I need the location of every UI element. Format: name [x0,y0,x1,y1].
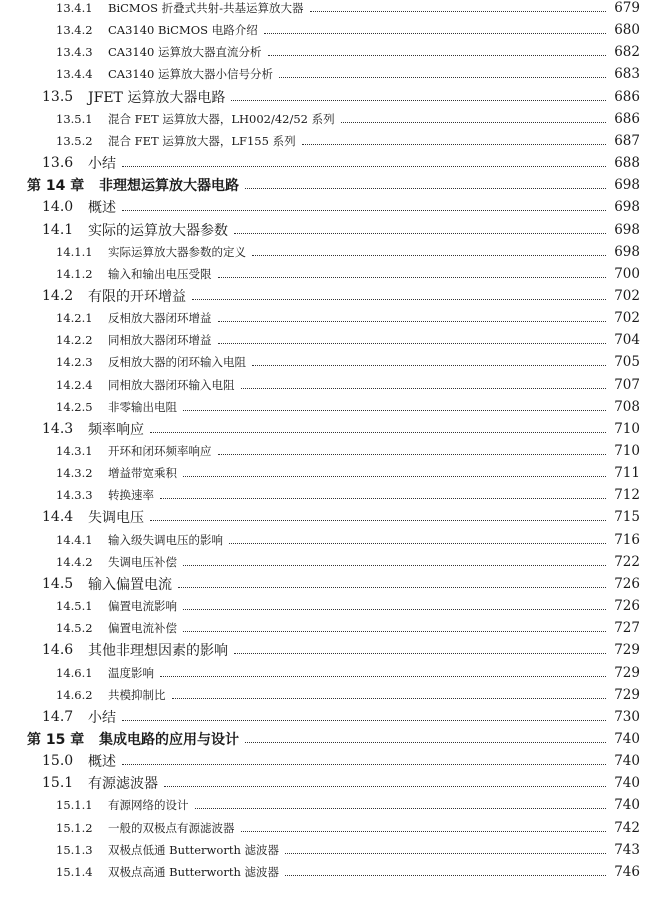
dot-leader [268,55,606,56]
toc-entry-number: 13.5.2 [56,134,93,148]
toc-entry-title: 实际运算放大器参数的定义 [108,245,246,259]
toc-entry-title: 混合 FET 运算放大器，LF155 系列 [108,134,296,148]
toc-entry-subsection [0,41,650,63]
dot-leader [183,410,606,411]
toc-entry-title: 一般的双极点有源滤波器 [108,821,235,835]
toc-entry-subsection [0,329,650,351]
toc-entry-title: 有源滤波器 [88,776,158,792]
toc-entry-number: 13.5 [42,89,74,105]
toc-entry-title: 失调电压补偿 [108,555,177,569]
toc-entry-number: 14.6 [42,642,74,658]
toc-entry-title: 共模抑制比 [108,688,166,702]
toc-entry-number: 13.6 [42,155,74,171]
toc-entry-page-number: 710 [614,421,640,437]
toc-entry-number: 15.1.4 [56,865,93,879]
toc-entry-number: 14.2.3 [56,355,93,369]
toc-entry-page-number: 682 [614,44,640,60]
dot-leader [122,166,606,167]
dot-leader [172,698,607,699]
toc-entry-subsection [0,0,650,19]
toc-entry-section [0,86,650,108]
toc-entry-page-number: 702 [614,288,640,304]
dot-leader [245,742,606,743]
dot-leader [218,277,607,278]
toc-entry-title: 概述 [88,200,116,216]
toc-entry-page-number: 729 [614,642,640,658]
toc-entry-title: 混合 FET 运算放大器，LH002/42/52 系列 [108,112,335,126]
toc-entry-subsection [0,351,650,373]
toc-entry-subsection [0,794,650,816]
toc-entry-page-number: 705 [614,354,640,370]
toc-entry-number: 14.6.2 [56,688,93,702]
toc-entry-number: 14.5.2 [56,621,93,635]
toc-entry-number: 第 14 章 [27,178,85,194]
dot-leader [195,808,607,809]
toc-entry-page-number: 707 [614,377,640,393]
toc-entry-subsection [0,130,650,152]
toc-entry-page-number: 698 [614,199,640,215]
toc-entry-title: 增益带宽乘积 [108,466,177,480]
toc-entry-number: 13.4.4 [56,67,93,81]
toc-entry-number: 14.3.3 [56,488,93,502]
toc-entry-page-number: 740 [614,731,640,747]
toc-entry-title: JFET 运算放大器电路 [88,90,226,106]
dot-leader [241,831,607,832]
toc-entry-title: CA3140 BiCMOS 电路介绍 [108,23,258,37]
dot-leader [150,432,606,433]
dot-leader [234,233,606,234]
toc-entry-subsection [0,839,650,861]
toc-entry-title: 偏置电流影响 [108,599,177,613]
toc-entry-title: 同相放大器闭环增益 [108,333,212,347]
toc-entry-title: 输入偏置电流 [88,577,172,593]
toc-entry-title: CA3140 运算放大器小信号分析 [108,67,274,81]
toc-entry-title: 概述 [88,754,116,770]
toc-entry-number: 14.3.2 [56,466,93,480]
toc-entry-subsection [0,307,650,329]
toc-entry-page-number: 698 [614,244,640,260]
dot-leader [122,720,606,721]
toc-entry-title: 小结 [88,710,116,726]
toc-entry-section [0,750,650,772]
toc-entry-subsection [0,241,650,263]
toc-entry-title: 双极点低通 Butterworth 滤波器 [108,843,280,857]
toc-entry-page-number: 740 [614,753,640,769]
toc-entry-section [0,573,650,595]
toc-entry-subsection [0,374,650,396]
toc-entry-section [0,219,650,241]
toc-entry-title: 输入级失调电压的影响 [108,533,223,547]
dot-leader [218,454,607,455]
dot-leader [245,188,606,189]
dot-leader [279,77,606,78]
toc-entry-page-number: 687 [614,133,640,149]
dot-leader [160,676,606,677]
dot-leader [252,365,606,366]
toc-entry-subsection [0,551,650,573]
toc-entry-page-number: 698 [614,177,640,193]
toc-entry-subsection [0,684,650,706]
dot-leader [285,853,606,854]
dot-leader [229,543,606,544]
toc-entry-number: 15.1.3 [56,843,93,857]
dot-leader [150,520,606,521]
dot-leader [183,609,606,610]
toc-entry-page-number: 746 [614,864,640,880]
toc-entry-number: 14.1.1 [56,245,93,259]
toc-entry-page-number: 704 [614,332,640,348]
toc-entry-title: 其他非理想因素的影响 [88,643,228,659]
toc-entry-title: CA3140 运算放大器直流分析 [108,45,262,59]
toc-entry-title: 同相放大器闭环输入电阻 [108,378,235,392]
dot-leader [252,255,606,256]
toc-entry-subsection [0,440,650,462]
toc-entry-subsection [0,63,650,85]
toc-entry-title: 偏置电流补偿 [108,621,177,635]
toc-entry-title: 小结 [88,156,116,172]
toc-entry-title: 转换速率 [108,488,154,502]
dot-leader [122,764,606,765]
toc-entry-number: 14.2.4 [56,378,93,392]
toc-entry-subsection [0,662,650,684]
toc-entry-title: 有限的开环增益 [88,289,186,305]
toc-entry-number: 14.3.1 [56,444,93,458]
toc-entry-number: 14.2.1 [56,311,93,325]
dot-leader [178,587,606,588]
toc-entry-number: 14.2 [42,288,74,304]
toc-entry-subsection [0,484,650,506]
toc-entry-number: 14.2.2 [56,333,93,347]
toc-entry-page-number: 730 [614,709,640,725]
toc-entry-page-number: 715 [614,509,640,525]
dot-leader [183,565,606,566]
dot-leader [241,388,607,389]
toc-entry-title: 有源网络的设计 [108,798,189,812]
toc-entry-number: 14.4.2 [56,555,93,569]
toc-entry-number: 13.5.1 [56,112,93,126]
toc-entry-number: 15.1.1 [56,798,93,812]
toc-entry-page-number: 680 [614,22,640,38]
toc-entry-number: 13.4.1 [56,1,93,15]
toc-entry-subsection [0,861,650,883]
toc-entry-page-number: 688 [614,155,640,171]
toc-entry-number: 14.1.2 [56,267,93,281]
toc-entry-section [0,639,650,661]
toc-entry-number: 14.1 [42,222,74,238]
toc-entry-number: 15.0 [42,753,74,769]
toc-entry-page-number: 683 [614,66,640,82]
dot-leader [218,343,607,344]
toc-entry-page-number: 726 [614,576,640,592]
toc-entry-subsection [0,529,650,551]
dot-leader [183,476,606,477]
toc-entry-title: 反相放大器闭环增益 [108,311,212,325]
toc-entry-section [0,418,650,440]
dot-leader [302,144,606,145]
dot-leader [164,786,606,787]
dot-leader [183,631,606,632]
toc-entry-subsection [0,817,650,839]
toc-entry-section [0,706,650,728]
dot-leader [341,122,606,123]
toc-entry-page-number: 742 [614,820,640,836]
toc-entry-title: 开环和闭环频率响应 [108,444,212,458]
toc-entry-page-number: 727 [614,620,640,636]
toc-entry-chapter [0,728,650,750]
toc-entry-page-number: 700 [614,266,640,282]
toc-entry-section [0,506,650,528]
toc-entry-section [0,285,650,307]
toc-entry-number: 第 15 章 [27,732,85,748]
dot-leader [231,100,606,101]
toc-entry-number: 15.1 [42,775,74,791]
toc-entry-page-number: 729 [614,665,640,681]
toc-entry-subsection [0,617,650,639]
toc-entry-page-number: 726 [614,598,640,614]
toc-entry-title: 非理想运算放大器电路 [99,178,239,194]
toc-entry-page-number: 712 [614,487,640,503]
toc-entry-title: 非零输出电阻 [108,400,177,414]
toc-entry-page-number: 708 [614,399,640,415]
toc-entry-section [0,196,650,218]
toc-entry-chapter [0,174,650,196]
toc-entry-title: 实际的运算放大器参数 [88,223,228,239]
toc-entry-page-number: 698 [614,222,640,238]
toc-entry-section [0,152,650,174]
toc-entry-page-number: 716 [614,532,640,548]
dot-leader [264,33,606,34]
toc-entry-page-number: 729 [614,687,640,703]
dot-leader [160,498,606,499]
toc-entry-subsection [0,595,650,617]
dot-leader [122,210,606,211]
toc-entry-page-number: 702 [614,310,640,326]
toc-entry-number: 14.0 [42,199,74,215]
toc-entry-subsection [0,263,650,285]
toc-entry-title: 输入和输出电压受限 [108,267,212,281]
dot-leader [192,299,606,300]
toc-entry-number: 14.4.1 [56,533,93,547]
toc-entry-page-number: 740 [614,797,640,813]
toc-entry-page-number: 686 [614,111,640,127]
toc-entry-number: 13.4.2 [56,23,93,37]
toc-entry-page-number: 711 [614,465,640,481]
toc-entry-subsection [0,396,650,418]
toc-entry-number: 13.4.3 [56,45,93,59]
toc-entry-subsection [0,108,650,130]
toc-entry-number: 14.5 [42,576,74,592]
toc-entry-page-number: 679 [614,0,640,16]
toc-entry-title: 失调电压 [88,510,144,526]
toc-entry-subsection [0,19,650,41]
dot-leader [310,11,606,12]
toc-entry-number: 14.2.5 [56,400,93,414]
toc-entry-number: 15.1.2 [56,821,93,835]
toc-entry-title: 反相放大器的闭环输入电阻 [108,355,246,369]
toc-entry-title: 频率响应 [88,422,144,438]
toc-entry-number: 14.7 [42,709,74,725]
toc-entry-page-number: 710 [614,443,640,459]
toc-entry-subsection [0,462,650,484]
toc-entry-title: 集成电路的应用与设计 [99,732,239,748]
toc-entry-title: BiCMOS 折叠式共射-共基运算放大器 [108,1,304,15]
toc-entry-page-number: 740 [614,775,640,791]
toc-entry-page-number: 722 [614,554,640,570]
toc-entry-page-number: 686 [614,89,640,105]
dot-leader [234,653,606,654]
toc-entry-page-number: 743 [614,842,640,858]
dot-leader [285,875,606,876]
dot-leader [218,321,607,322]
toc-entry-title: 双极点高通 Butterworth 滤波器 [108,865,280,879]
toc-entry-section [0,772,650,794]
toc-entry-number: 14.5.1 [56,599,93,613]
toc-entry-number: 14.6.1 [56,666,93,680]
toc-entry-number: 14.3 [42,421,74,437]
toc-entry-title: 温度影响 [108,666,154,680]
toc-entry-number: 14.4 [42,509,74,525]
